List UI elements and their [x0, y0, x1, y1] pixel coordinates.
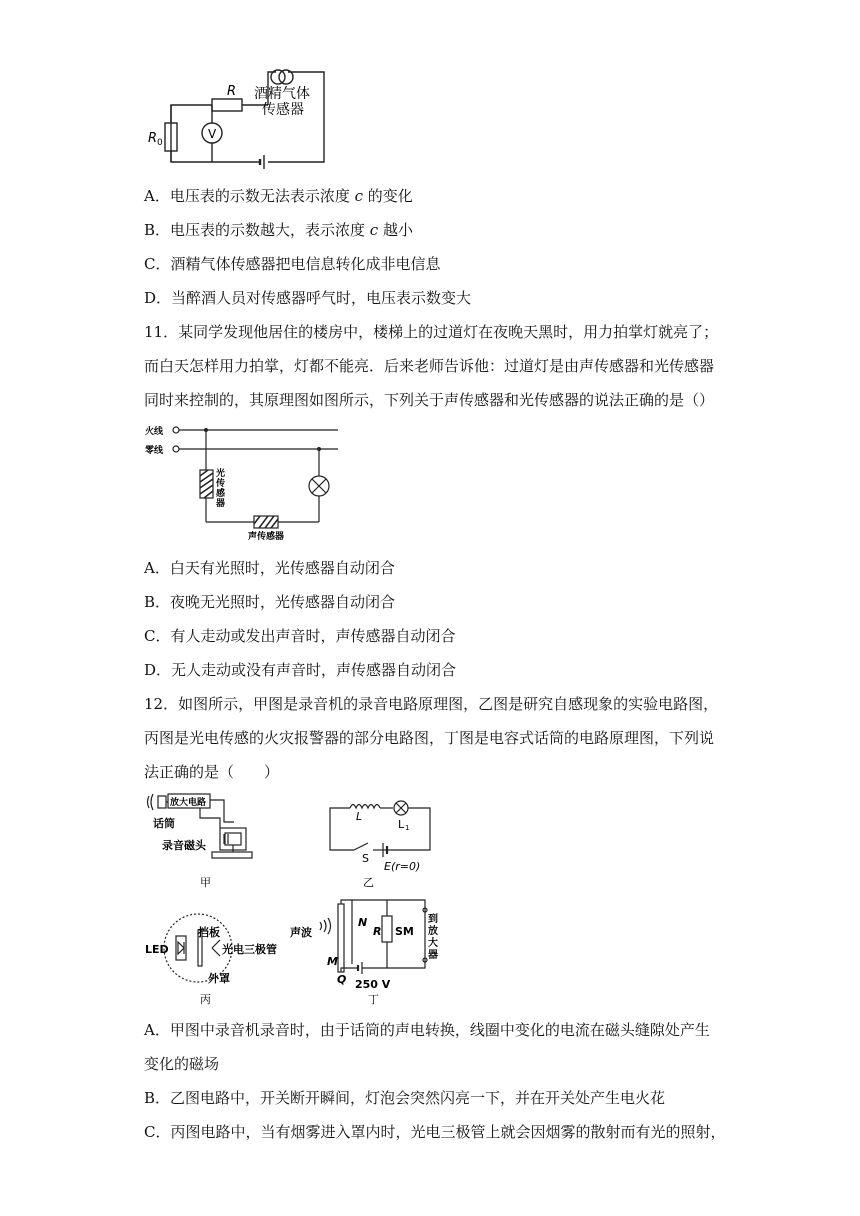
- light-sensor-label: 传: [216, 479, 226, 489]
- light-sensor-label: 光: [216, 469, 226, 479]
- resistor-r0-label: R: [148, 131, 158, 146]
- yi-caption: 乙: [363, 876, 374, 889]
- bing-cover-label: 外罩: [208, 972, 230, 985]
- q11-option-a: A．白天有光照时，光传感器自动闭合: [144, 559, 395, 577]
- q12-option-b: B．乙图电路中，开关断开瞬间，灯泡会突然闪亮一下，并在开关处产生电火花: [144, 1089, 666, 1107]
- q12-figures: [140, 788, 440, 1006]
- figure-yi-self-induction: [330, 801, 430, 857]
- q12-option-c: C．丙图电路中，当有烟雾进入罩内时，光电三极管上就会因烟雾的散射而有光的照射，: [144, 1123, 726, 1141]
- light-sensor-label: 器: [216, 499, 226, 509]
- ding-amp-label: 放: [428, 926, 438, 937]
- ding-sm-label: SM: [395, 925, 414, 938]
- sensor-label-line2: 传感器: [262, 102, 304, 118]
- q12-stem-line: 法正确的是（ ）: [144, 763, 280, 781]
- q11-option-d: D．无人走动或没有声音时，声传感器自动闭合: [144, 661, 457, 679]
- ding-m-label: M: [327, 955, 338, 968]
- live-wire-label: 火线: [145, 427, 164, 437]
- jia-amp-label: 放大电路: [170, 798, 207, 808]
- yi-battery-label: E(r=0): [384, 860, 421, 873]
- q11-stem-line: 同时来控制的，其原理图如图所示，下列关于声传感器和光传感器的说法正确的是（）: [144, 391, 715, 409]
- ding-amp-label: 器: [428, 950, 438, 961]
- bing-caption: 丙: [200, 993, 211, 1006]
- q12-stem-line: 丙图是光电传感的火灾报警器的部分电路图，丁图是电容式话筒的电路原理图，下列说: [144, 729, 715, 747]
- yi-lamp-label: L: [398, 818, 405, 831]
- voltmeter-label: V: [208, 127, 217, 141]
- q12-stem-line: 12．如图所示，甲图是录音机的录音电路原理图，乙图是研究自感现象的实验电路图，: [144, 695, 719, 713]
- q11-stem-line: 而白天怎样用力拍掌，灯都不能亮．后来老师告诉他：过道灯是由声传感器和光传感器: [144, 357, 715, 375]
- q10-option-a: A．电压表的示数无法表示浓度 c 的变化: [144, 187, 413, 205]
- jia-mic-label: 话筒: [153, 817, 175, 830]
- yi-inductor-label: L: [356, 810, 363, 823]
- q10-option-c: C．酒精气体传感器把电信息转化成非电信息: [144, 255, 441, 273]
- ding-r-label: R: [373, 925, 382, 938]
- jia-head-label: 录音磁头: [162, 839, 206, 852]
- neutral-wire-label: 零线: [145, 446, 164, 456]
- ding-caption: 丁: [368, 993, 379, 1006]
- q11-option-c: C．有人走动或发出声音时，声传感器自动闭合: [144, 627, 456, 645]
- yi-switch-label: S: [362, 852, 369, 865]
- q10-option-b: B．电压表的示数越大，表示浓度 c 越小: [144, 221, 413, 239]
- ding-n-label: N: [358, 916, 368, 929]
- ding-amp-label: 大: [428, 938, 438, 949]
- ding-q-label: Q: [337, 973, 347, 986]
- ding-voltage-label: 250 V: [355, 978, 391, 991]
- bing-phototransistor-label: 光电三极管: [222, 943, 277, 956]
- q12-option-a: A．甲图中录音机录音时，由于话筒的声电转换，线圈中变化的电流在磁头缝隙处产生: [144, 1021, 710, 1039]
- sound-sensor-label: 声传感器: [248, 532, 285, 542]
- ding-amp-label: 到: [428, 914, 438, 925]
- q11-option-b: B．夜晚无光照时，光传感器自动闭合: [144, 593, 396, 611]
- corridor-light-circuit-figure: [140, 418, 350, 543]
- q11-stem-line: 11．某同学发现他居住的楼房中，楼梯上的过道灯在夜晚天黑时，用力拍掌灯就亮了；: [144, 323, 719, 341]
- jia-caption: 甲: [200, 876, 211, 889]
- q12-option-a-continued: 变化的磁场: [144, 1055, 220, 1073]
- q10-option-d: D．当醉酒人员对传感器呼气时，电压表示数变大: [144, 289, 472, 307]
- ding-wave-label: 声波: [290, 926, 312, 939]
- bing-led-label: LED: [145, 943, 169, 956]
- light-sensor-label: 感: [216, 489, 226, 499]
- sensor-label-line1: 酒精气体: [254, 86, 310, 102]
- resistor-r0-subscript: 0: [157, 138, 163, 148]
- yi-lamp-subscript: 1: [405, 824, 410, 832]
- alcohol-sensor-circuit-figure: [140, 60, 340, 170]
- resistor-r-label: R: [227, 84, 237, 99]
- bing-baffle-label: 挡板: [198, 926, 220, 939]
